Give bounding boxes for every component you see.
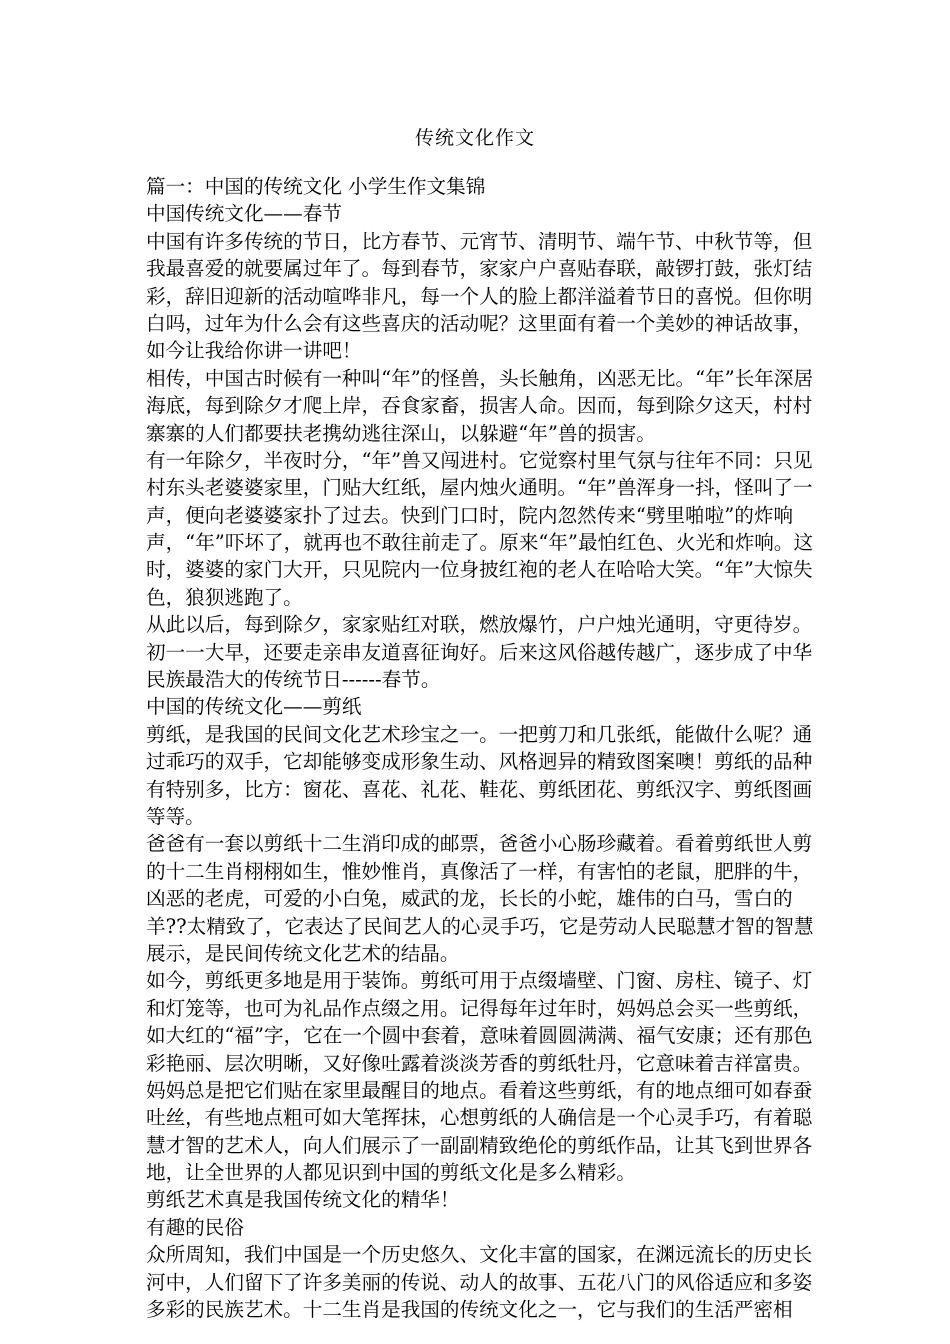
text-line: 羊??太精致了，它表达了民间艺人的心灵手巧，它是劳动人民聪慧才智的智慧 [146,914,814,938]
text-line: 彩艳丽、层次明晰，又好像吐露着淡淡芳香的剪纸牡丹，它意味着吉祥富贵。 [146,1051,813,1075]
document-title: 传统文化作文 [414,127,535,149]
subsection-heading: 中国的传统文化——剪纸 [146,695,362,719]
text-line: 等等。 [146,804,205,828]
text-line: 凶恶的老虎，可爱的小白兔，威武的龙，长长的小蛇，雄伟的白马，雪白的 [146,887,793,911]
subsection-heading: 中国传统文化——春节 [146,202,342,226]
text-line: 妈妈总是把它们贴在家里最醒目的地点。看着这些剪纸，有的地点细可如春蚕 [146,1078,813,1102]
text-line: 如今让我给你讲一讲吧！ [146,339,362,363]
text-line: 如今，剪纸更多地是用于装饰。剪纸可用于点缀墙壁、门窗、房柱、镜子、灯 [146,969,813,993]
text-line: 的十二生肖栩栩如生，惟妙惟肖，真像活了一样，有害怕的老鼠，肥胖的牛， [146,859,813,883]
text-line: 色，狼狈逃跑了。 [146,585,303,609]
text-line: 河中，人们留下了许多美丽的传说、动人的故事、五花八门的风俗适应和多姿 [146,1270,813,1294]
text-line: 和灯笼等，也可为礼品作点缀之用。记得每年过年时，妈妈总会买一些剪纸， [146,996,813,1020]
document-body [146,173,814,1323]
text-line: 如大红的“福”字，它在一个圆中套着，意味着圆圆满满、福气安康；还有那色 [146,1024,813,1048]
text-line: 吐丝，有些地点粗可如大笔挥抹，心想剪纸的人确信是一个心灵手巧，有着聪 [146,1106,813,1130]
text-line: 时，婆婆的家门大开，只见院内一位身披红袍的老人在哈哈大笑。“年”大惊失 [146,558,813,582]
subsection-heading: 有趣的民俗 [146,1215,244,1239]
text-line: 展示，是民间传统文化艺术的结晶。 [146,941,460,965]
text-line: 有特别多，比方：窗花、喜花、礼花、鞋花、剪纸团花、剪纸汉字、剪纸图画 [146,777,813,801]
text-line: 多彩的民族艺术。十二生肖是我国的传统文化之一，它与我们的生活严密相 [146,1298,793,1322]
text-line: 爸爸有一套以剪纸十二生消印成的邮票，爸爸小心肠珍藏着。看着剪纸世人剪 [146,832,813,856]
text-line: 地，让全世界的人都见识到中国的剪纸文化是多么精彩。 [146,1161,636,1185]
text-line: 剪纸，是我国的民间文化艺术珍宝之一。一把剪刀和几张纸，能做什么呢？通 [146,722,813,746]
text-line: 声，“年”吓坏了，就再也不敢往前走了。原来“年”最怕红色、火光和炸响。这 [146,531,814,555]
text-line: 相传，中国古时候有一种叫“年”的怪兽，头长触角，凶恶无比。“年”长年深居 [146,366,814,390]
text-line: 白吗，过年为什么会有这些喜庆的活动呢？这里面有着一个美妙的神话故事， [146,311,813,335]
text-line: 彩，辞旧迎新的活动喧哗非凡，每一个人的脸上都洋溢着节日的喜悦。但你明 [146,284,813,308]
text-line: 海底，每到除夕才爬上岸，吞食家畜，损害人命。因而，每到除夕这天，村村 [146,394,813,418]
text-line: 村东头老婆婆家里，门贴大红纸，屋内烛火通明。“年”兽浑身一抖，怪叫了一 [146,476,813,500]
text-line: 慧才智的艺术人，向人们展示了一副副精致绝伦的剪纸作品，让其飞到世界各 [146,1133,813,1157]
text-line: 有一年除夕，半夜时分，“年”兽又闯进村。它觉察村里气氛与往年不同：只见 [146,448,813,472]
text-line: 民族最浩大的传统节日------春节。 [146,668,441,692]
text-line: 初一一大早，还要走亲串友道喜征询好。后来这风俗越传越广，逐步成了中华 [146,640,813,664]
text-line: 过乖巧的双手，它却能够变成形象生动、风格迥异的精致图案噢！剪纸的品种 [146,750,813,774]
text-line: 声，便向老婆婆家扑了过去。快到门口时，院内忽然传来“劈里啪啦”的炸响 [146,503,794,527]
text-line: 从此以后，每到除夕，家家贴红对联，燃放爆竹，户户烛光通明，守更待岁。 [146,613,813,637]
text-line: 我最喜爱的就要属过年了。每到春节，家家户户喜贴春联，敲锣打鼓，张灯结 [146,257,813,281]
section-heading: 篇一：中国的传统文化 小学生作文集锦 [146,175,486,198]
text-line: 剪纸艺术真是我国传统文化的精华！ [146,1188,460,1212]
text-line: 中国有许多传统的节日，比方春节、元宵节、清明节、端午节、中秋节等，但 [146,229,813,253]
text-line: 寨寨的人们都要扶老携幼逃往深山，以躲避“年”兽的损害。 [146,421,656,445]
text-line: 众所周知，我们中国是一个历史悠久、文化丰富的国家，在渊远流长的历史长 [146,1243,813,1267]
